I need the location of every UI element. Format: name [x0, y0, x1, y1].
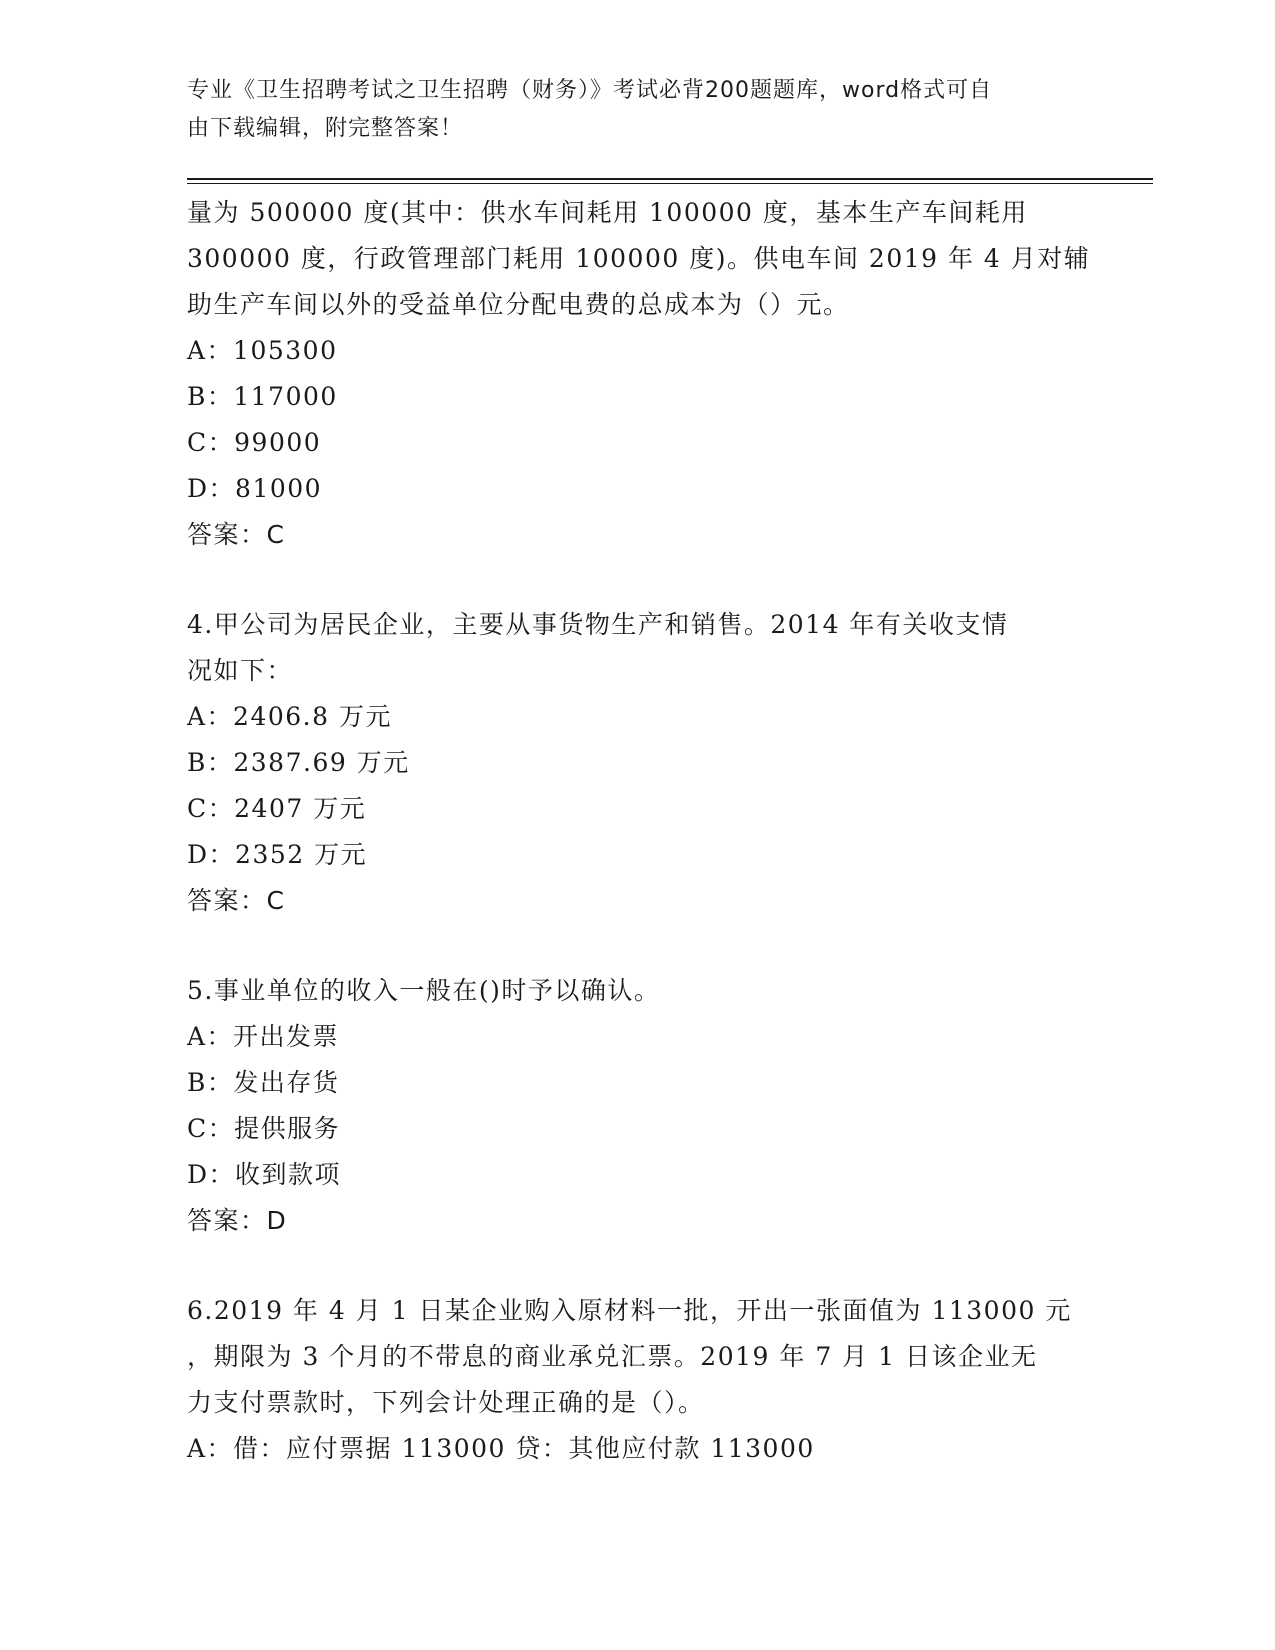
question-stem-line: ，期限为 3 个月的不带息的商业承兑汇票。2019 年 7 月 1 日该企业无 — [187, 1342, 1038, 1371]
question-stem-line: 6.2019 年 4 月 1 日某企业购入原材料一批，开出一张面值为 113000 元 — [187, 1296, 1072, 1325]
option-a: A：借：应付票据 113000 贷：其他应付款 113000 — [187, 1434, 815, 1463]
option-c: C：提供服务 — [187, 1114, 341, 1143]
answer-line: 答案：C — [187, 886, 286, 915]
answer-line: 答案：D — [187, 1206, 288, 1235]
option-a: A：2406.8 万元 — [187, 702, 392, 731]
option-b: B：2387.69 万元 — [187, 748, 410, 777]
question-item — [187, 602, 1087, 924]
question-item — [187, 190, 1091, 558]
option-c: C：99000 — [187, 428, 322, 457]
option-a: A：开出发票 — [187, 1022, 340, 1051]
question-stem-line: 5.事业单位的收入一般在()时予以确认。 — [187, 976, 661, 1005]
question-item — [187, 1288, 1087, 1472]
option-d: D：81000 — [187, 474, 323, 503]
question-stem-line: 力支付票款时，下列会计处理正确的是（）。 — [187, 1388, 705, 1417]
option-c: C：2407 万元 — [187, 794, 367, 823]
question-item — [187, 968, 1087, 1244]
header-divider-thick — [187, 178, 1153, 180]
question-stem-line: 助生产车间以外的受益单位分配电费的总成本为（）元。 — [187, 290, 850, 319]
option-b: B：发出存货 — [187, 1068, 340, 1097]
option-d: D：收到款项 — [187, 1160, 342, 1189]
question-stem-line: 量为 500000 度(其中：供水车间耗用 100000 度，基本生产车间耗用 — [187, 198, 1028, 227]
question-list — [187, 190, 1091, 1472]
question-spacer — [187, 1244, 1087, 1288]
header-title-line: 专业《卫生招聘考试之卫生招聘（财务）》考试必背200题题库，word格式可自 — [187, 78, 993, 103]
answer-line: 答案：C — [187, 520, 286, 549]
question-stem-line: 况如下： — [187, 656, 294, 685]
header-title-line: 由下载编辑，附完整答案！ — [187, 116, 464, 141]
document-header — [187, 72, 1067, 148]
question-spacer — [187, 558, 1087, 602]
question-spacer — [187, 924, 1087, 968]
question-stem-line: 300000 度，行政管理部门耗用 100000 度)。供电车间 2019 年 4 月对辅 — [187, 244, 1091, 273]
option-a: A：105300 — [187, 336, 338, 365]
header-divider-thin — [187, 183, 1153, 184]
option-b: B：117000 — [187, 382, 338, 411]
question-stem-line: 4.甲公司为居民企业，主要从事货物生产和销售。2014 年有关收支情 — [187, 610, 1009, 639]
option-d: D：2352 万元 — [187, 840, 368, 869]
